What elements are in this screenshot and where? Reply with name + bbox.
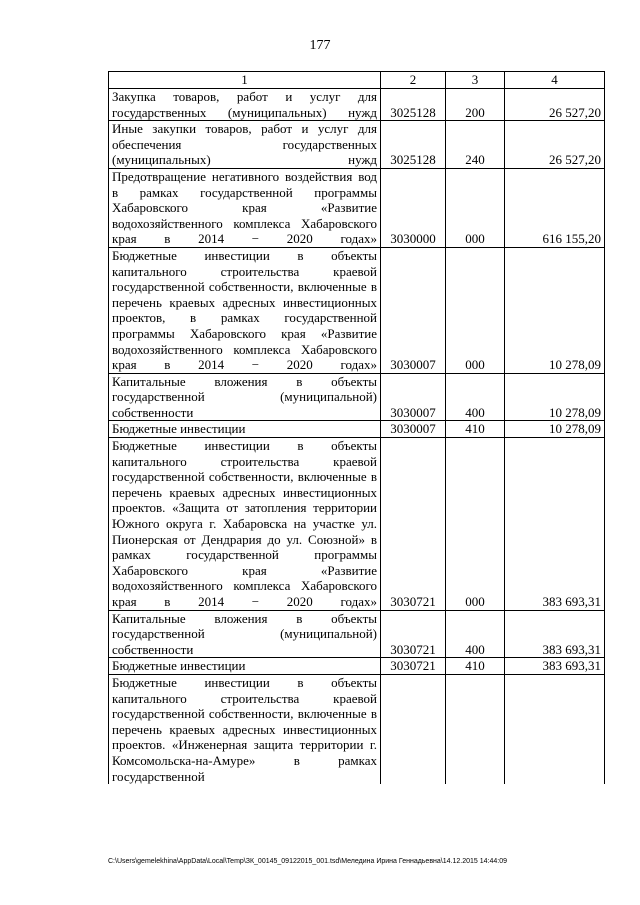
row-kind: 400	[446, 373, 505, 421]
row-name: Бюджетные инвестиции в объекты капитального строительства краевой государственной собственности, включенные в перечень краевых адресных инвестиционных проектов, в рамках государственной программы Хабаровского края «Развитие водохозяйственного комплекса Хабаровского края в 2014 − 2020 годах»	[109, 247, 381, 373]
row-code	[381, 674, 446, 784]
table-header-row	[109, 72, 605, 89]
row-code: 3030007	[381, 421, 446, 438]
row-code: 3025128	[381, 89, 446, 121]
row-kind: 240	[446, 121, 505, 169]
table-row	[109, 610, 605, 658]
row-amount	[505, 674, 605, 784]
column-header: 4	[505, 72, 605, 89]
row-code: 3030000	[381, 168, 446, 247]
row-amount: 26 527,20	[505, 89, 605, 121]
row-amount: 10 278,09	[505, 247, 605, 373]
row-amount: 26 527,20	[505, 121, 605, 169]
budget-table	[108, 71, 605, 784]
column-header: 2	[381, 72, 446, 89]
page-number: 177	[309, 38, 331, 53]
table-row	[109, 121, 605, 169]
row-amount: 383 693,31	[505, 438, 605, 611]
table-row	[109, 168, 605, 247]
row-code: 3030007	[381, 373, 446, 421]
row-name: Иные закупки товаров, работ и услуг для обеспечения государственных (муниципальных) нужд	[109, 121, 381, 169]
table-row	[109, 89, 605, 121]
row-name: Капитальные вложения в объекты государственной (муниципальной) собственности	[109, 373, 381, 421]
row-name: Капитальные вложения в объекты государственной (муниципальной) собственности	[109, 610, 381, 658]
row-kind: 400	[446, 610, 505, 658]
row-kind: 000	[446, 247, 505, 373]
row-name: Предотвращение негативного воздействия вод в рамках государственной программы Хабаровского края «Развитие водохозяйственного комплекса Хабаровского края в 2014 − 2020 годах»	[109, 168, 381, 247]
table-row	[109, 674, 605, 784]
row-name: Бюджетные инвестиции	[109, 658, 381, 675]
table-row	[109, 247, 605, 373]
row-kind: 000	[446, 168, 505, 247]
table-row	[109, 421, 605, 438]
row-name: Бюджетные инвестиции в объекты капитального строительства краевой государственной собственности, включенные в перечень краевых адресных инвестиционных проектов. «Инженерная защита территории г. Комсомольска-на-Амуре» в рамках государственной	[109, 674, 381, 784]
row-kind: 000	[446, 438, 505, 611]
row-amount: 10 278,09	[505, 421, 605, 438]
row-code: 3030721	[381, 610, 446, 658]
row-kind: 410	[446, 421, 505, 438]
row-code: 3030721	[381, 438, 446, 611]
row-code: 3025128	[381, 121, 446, 169]
row-amount: 616 155,20	[505, 168, 605, 247]
footer-file-path: C:\Users\gemelekhina\AppData\Local\Temp\ЗК_00145_09122015_001.tsd\Меледина Ирина Геннадьевна\14.12.2015 14:44:09	[108, 858, 507, 865]
row-name: Закупка товаров, работ и услуг для государственных (муниципальных) нужд	[109, 89, 381, 121]
row-code: 3030007	[381, 247, 446, 373]
row-kind: 410	[446, 658, 505, 675]
row-name: Бюджетные инвестиции	[109, 421, 381, 438]
column-header: 1	[109, 72, 381, 89]
row-amount: 383 693,31	[505, 658, 605, 675]
row-code: 3030721	[381, 658, 446, 675]
row-amount: 383 693,31	[505, 610, 605, 658]
table-row	[109, 438, 605, 611]
table-row	[109, 373, 605, 421]
row-amount: 10 278,09	[505, 373, 605, 421]
column-header: 3	[446, 72, 505, 89]
table-row	[109, 658, 605, 675]
row-kind: 200	[446, 89, 505, 121]
row-kind	[446, 674, 505, 784]
row-name: Бюджетные инвестиции в объекты капитального строительства краевой государственной собственности, включенные в перечень краевых адресных инвестиционных проектов. «Защита от затопления территории Южного округа г. Хабаровска на участке ул. Пионерская от Дендрария до ул. Союзной» в рамках государственной программы Хабаровского края «Развитие водохозяйственного комплекса Хабаровского края в 2014 − 2020 годах»	[109, 438, 381, 611]
